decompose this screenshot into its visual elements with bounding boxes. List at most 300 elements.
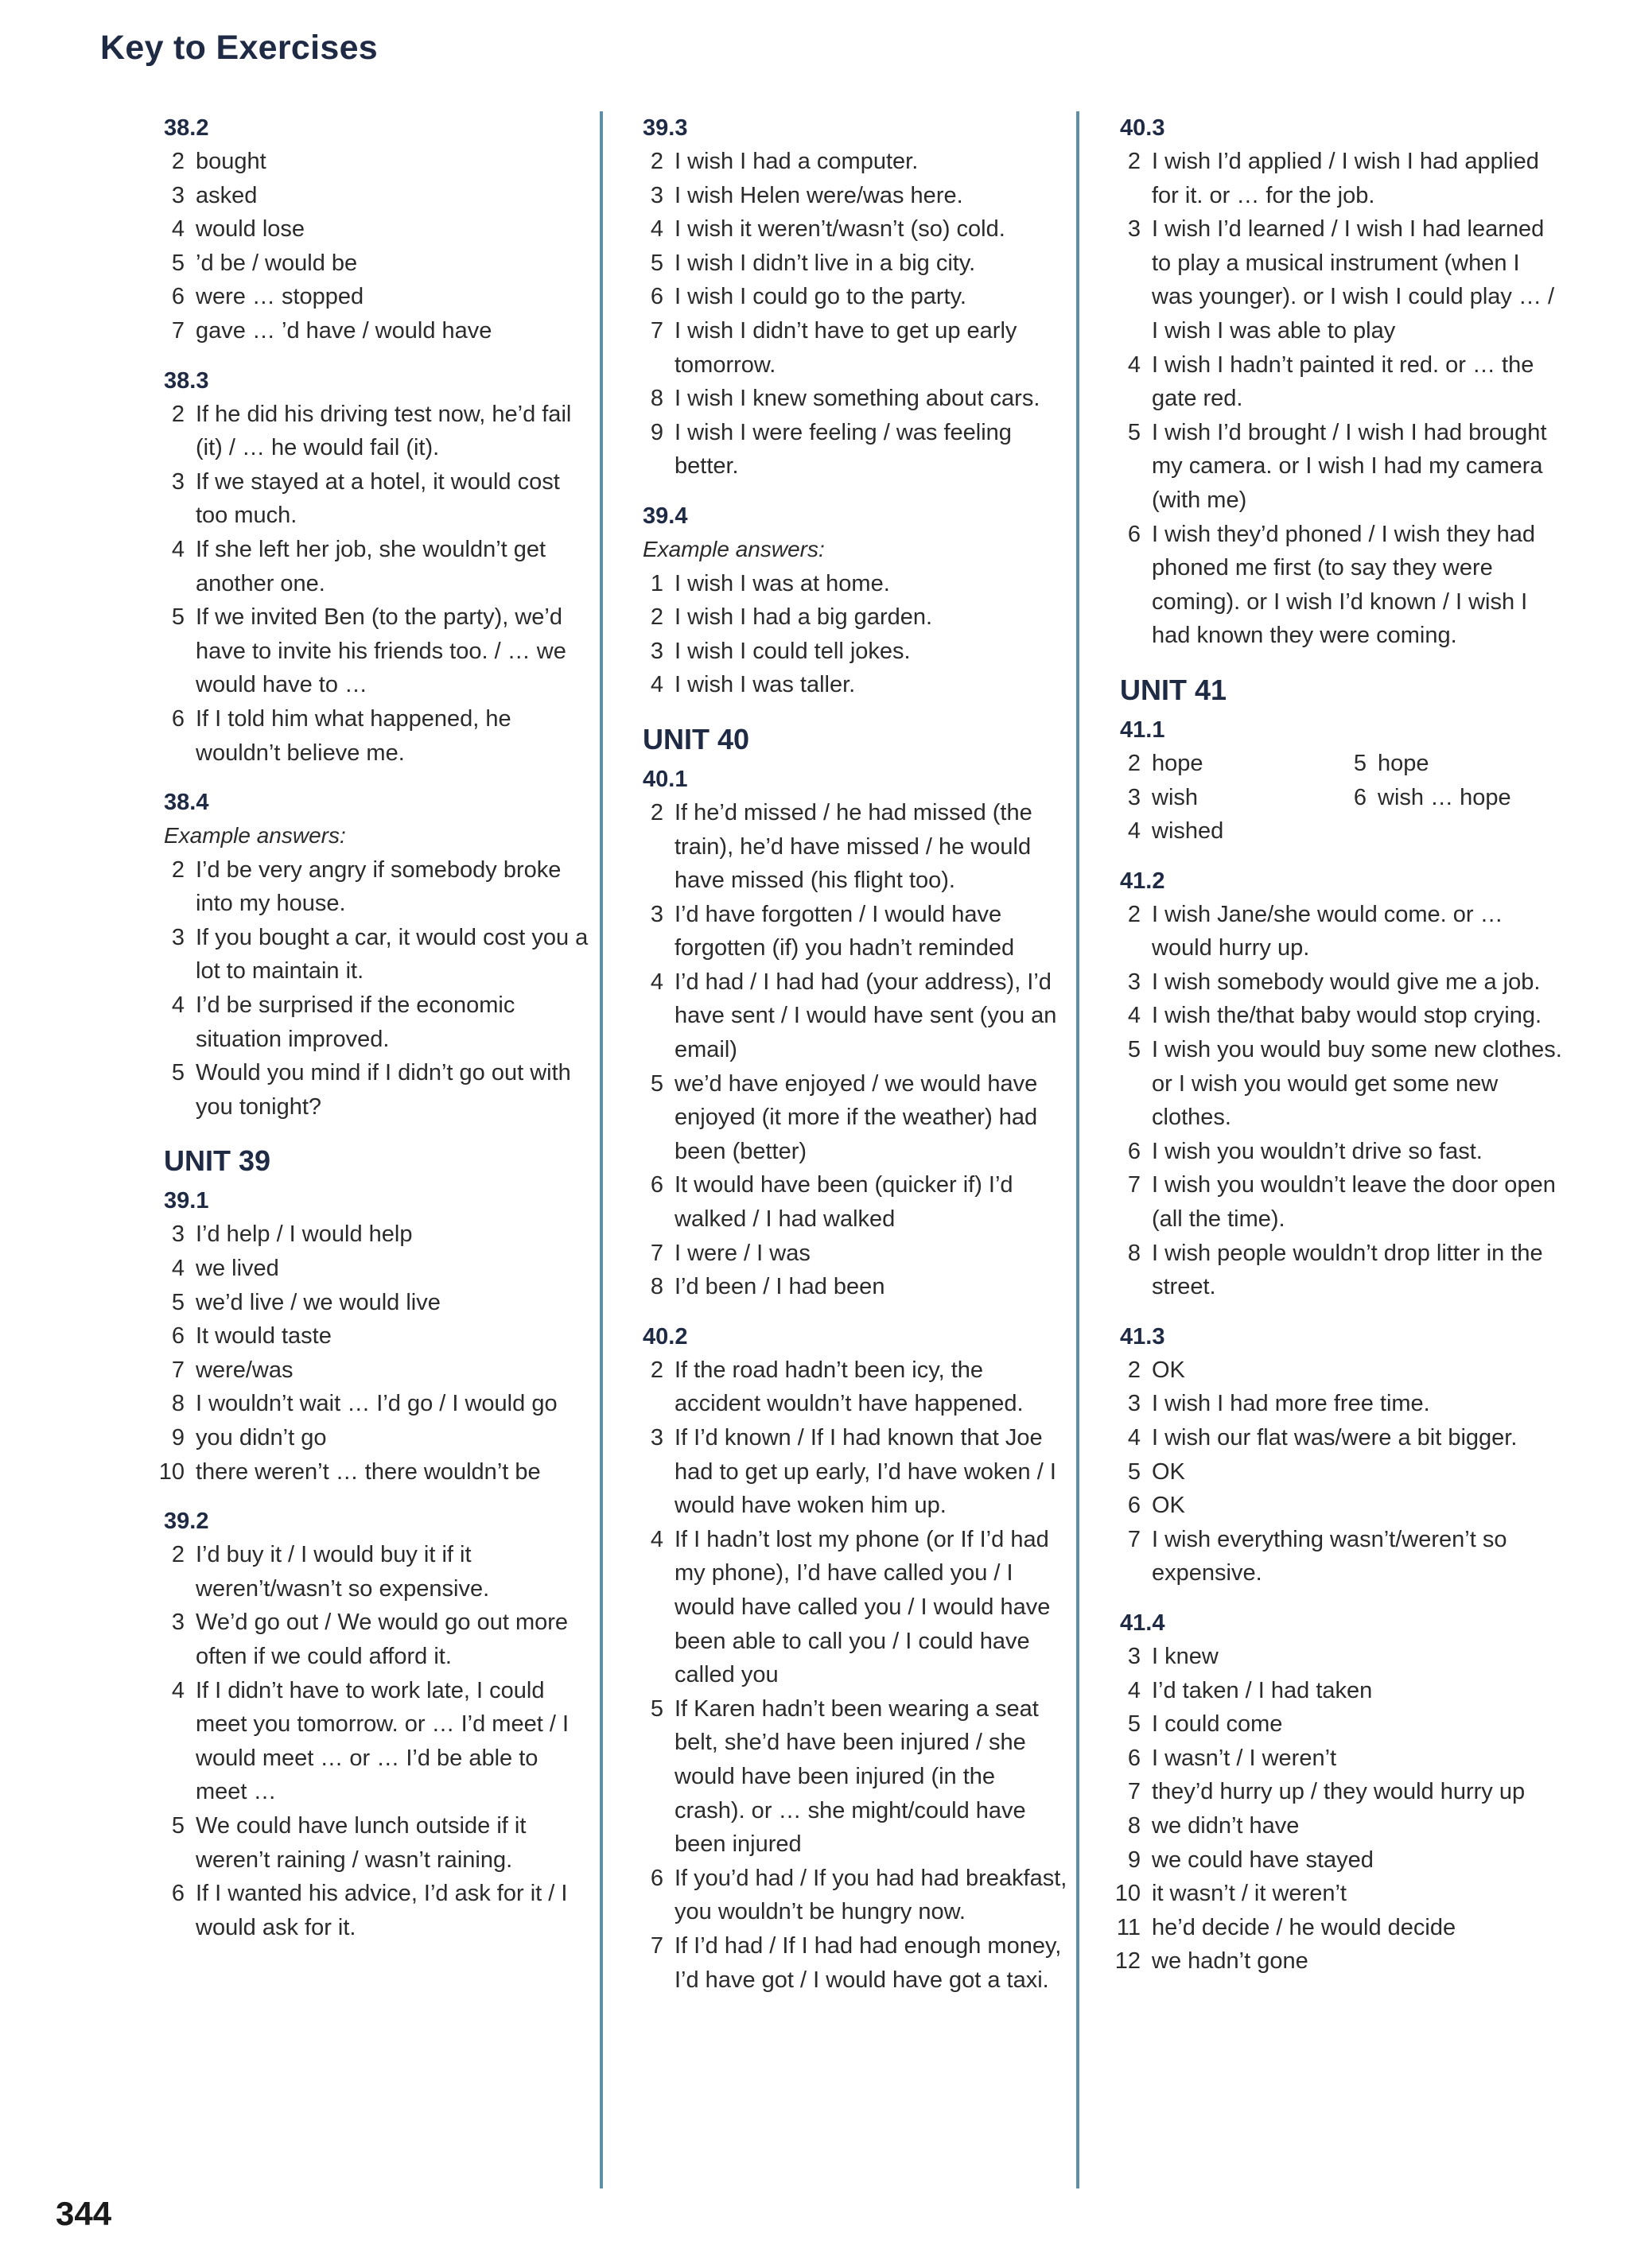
answer-item [164, 1538, 593, 1606]
answer-number: 4 [171, 536, 185, 562]
answer-item [164, 1421, 593, 1455]
answer-text: I wish I had a computer. [675, 149, 919, 174]
answer-text: I’d been / I had been [675, 1274, 885, 1300]
answer-number: 2 [1127, 901, 1141, 927]
exercise-title: 41.1 [1120, 717, 1165, 743]
exercise-41-2 [1120, 864, 1565, 1304]
answer-text: I wish I could tell jokes. [675, 638, 911, 664]
answer-text: I’d taken / I had taken [1152, 1677, 1373, 1703]
answer-number: 5 [1127, 419, 1141, 445]
answer-item [643, 898, 1068, 965]
answer-text: wished [1152, 818, 1224, 845]
answer-text: you didn’t go [196, 1425, 327, 1451]
answer-number: 4 [650, 1526, 663, 1552]
answer-text: we’d live / we would live [196, 1289, 441, 1315]
answer-item [1346, 747, 1553, 781]
answer-text: I wish I knew something about cars. [675, 386, 1040, 412]
answer-number: 2 [171, 149, 185, 174]
answer-item [1120, 1742, 1565, 1776]
answer-number: 3 [650, 901, 663, 927]
answer-item [643, 416, 1068, 484]
answer-item [643, 212, 1068, 247]
answer-number: 5 [1127, 1037, 1141, 1063]
answer-text: If I wanted his advice, I’d ask for it / I would ask for it. [196, 1881, 568, 1940]
answer-item [164, 1809, 593, 1877]
answer-item [643, 247, 1068, 281]
answer-item [1120, 1707, 1565, 1742]
answer-text: If I didn’t have to work late, I could meet you tomorrow. or … I’d meet / I would meet … or … I’d be able to meet … [196, 1677, 569, 1805]
answer-number: 2 [650, 799, 663, 825]
answer-text: If we invited Ben (to the party), we’d have to invite his friends too. / … we would have to … [196, 604, 566, 698]
answer-number: 3 [650, 638, 663, 664]
answer-text: I wish you wouldn’t leave the door open (all the time). [1152, 1172, 1556, 1233]
answer-item [164, 247, 593, 281]
answer-number: 3 [171, 924, 185, 950]
exercise-41-4 [1114, 1606, 1565, 1979]
exercise-title: 40.2 [643, 1323, 688, 1350]
column-1 [158, 111, 593, 1960]
answer-number: 2 [1127, 750, 1141, 776]
answer-item [643, 145, 1068, 179]
answer-list [643, 567, 1068, 702]
answer-item [1120, 1455, 1565, 1489]
answer-item [164, 465, 593, 533]
answer-number: 8 [171, 1391, 185, 1417]
answer-text: I’d have forgotten / I would have forgotten (if) you hadn’t reminded [675, 901, 1015, 961]
answer-text: We could have lunch outside if it weren’t raining / wasn’t raining. [196, 1812, 527, 1873]
answer-item [643, 965, 1068, 1067]
answer-number: 6 [171, 1323, 185, 1350]
answer-item [643, 1421, 1068, 1523]
answer-number: 6 [1353, 784, 1367, 810]
answer-text: I wish you wouldn’t drive so fast. [1152, 1138, 1483, 1164]
answer-text: they’d hurry up / they would hurry up [1152, 1779, 1526, 1805]
answer-text: were/was [196, 1357, 294, 1383]
answer-number: 3 [1127, 1391, 1141, 1417]
exercise-41-1 [1120, 713, 1565, 849]
answer-item [1120, 814, 1346, 849]
answer-text: I wish the/that baby would stop crying. [1152, 1003, 1542, 1029]
answer-list [643, 796, 1068, 1304]
answer-number: 2 [650, 604, 663, 631]
answer-number: 6 [650, 284, 663, 310]
answer-list [164, 145, 593, 348]
answer-item [1120, 1843, 1565, 1878]
answer-text: we didn’t have [1152, 1812, 1300, 1839]
answer-item [643, 314, 1068, 382]
answer-list [1120, 145, 1565, 653]
answer-item [643, 635, 1068, 669]
answer-text: Would you mind if I didn’t go out with you tonight? [196, 1060, 571, 1120]
example-answers-note: Example answers: [164, 823, 346, 849]
answer-number: 2 [171, 401, 185, 427]
exercise-title: 40.3 [1120, 115, 1165, 141]
answer-number: 12 [1114, 1948, 1141, 1975]
answer-number: 5 [1127, 1458, 1141, 1485]
answer-text: I wish they’d phoned / I wish they had phoned me first (to say they were coming). or I wish I’d known / I wish I had known they were coming. [1152, 521, 1536, 649]
answer-item [164, 314, 593, 348]
answer-text: It would taste [196, 1323, 332, 1350]
answer-item [1120, 212, 1565, 348]
answer-list [164, 398, 593, 771]
exercise-title: 38.2 [164, 115, 209, 141]
answer-text: asked [196, 182, 258, 208]
answer-text: If she left her job, she wouldn’t get another one. [196, 536, 546, 596]
answer-number: 8 [1127, 1812, 1141, 1839]
exercise-41-3 [1120, 1320, 1565, 1590]
answer-item [643, 1270, 1068, 1304]
answer-item [164, 1286, 593, 1320]
answer-item [643, 382, 1068, 416]
answer-item [164, 1353, 593, 1388]
answer-item [1114, 1877, 1565, 1911]
exercise-39-3 [643, 111, 1068, 484]
answer-number: 6 [1127, 1138, 1141, 1164]
answer-text: I wish I hadn’t painted it red. or … the gate red. [1152, 351, 1534, 412]
answer-item [1120, 1033, 1565, 1135]
answer-text: I wish I were feeling / was feeling better. [675, 419, 1012, 480]
exercise-title: 40.1 [643, 766, 688, 792]
answer-list [164, 853, 593, 1124]
answer-item [643, 600, 1068, 635]
answer-number: 3 [171, 182, 185, 208]
column-2 [643, 111, 1068, 2013]
answer-item [164, 702, 593, 770]
answer-text: I wish Jane/she would come. or … would hurry up. [1152, 901, 1503, 961]
answer-number: 7 [1127, 1779, 1141, 1805]
answer-number: 6 [1127, 521, 1141, 547]
answer-item [164, 1319, 593, 1353]
answer-item [1120, 1674, 1565, 1708]
answer-item [1120, 1640, 1565, 1674]
answer-number: 4 [650, 672, 663, 698]
exercise-39-1 [158, 1184, 593, 1489]
answer-number: 1 [650, 570, 663, 596]
answer-number: 9 [171, 1425, 185, 1451]
answer-number: 5 [171, 1812, 185, 1839]
answer-text: were … stopped [196, 284, 364, 310]
answer-text: we could have stayed [1152, 1847, 1374, 1873]
exercise-title: 39.2 [164, 1509, 209, 1535]
exercise-39-2 [164, 1505, 593, 1944]
answer-text: hope [1152, 750, 1203, 776]
answer-number: 5 [171, 1289, 185, 1315]
answer-number: 8 [650, 386, 663, 412]
answer-text: I’d buy it / I would buy it if it weren’t/wasn’t so expensive. [196, 1542, 490, 1602]
column-divider [1076, 111, 1079, 2188]
answer-text: OK [1152, 1458, 1185, 1485]
answer-number: 2 [1127, 1357, 1141, 1383]
answer-item [643, 796, 1068, 898]
answer-list [1120, 898, 1565, 1304]
answer-number: 6 [650, 1865, 663, 1891]
answer-number: 4 [171, 1256, 185, 1282]
answer-number: 8 [650, 1274, 663, 1300]
column-3 [1114, 111, 1565, 1994]
answer-text: he’d decide / he would decide [1152, 1914, 1456, 1940]
answer-number: 7 [1127, 1172, 1141, 1198]
answer-item [643, 1353, 1068, 1421]
answer-text: I’d help / I would help [196, 1221, 413, 1248]
column-divider [600, 111, 603, 2188]
exercise-38-4 [164, 786, 593, 1124]
answer-list [158, 1217, 593, 1489]
answer-number: 6 [1127, 1493, 1141, 1519]
answer-text: If you’d had / If you had had breakfast, you wouldn’t be hungry now. [675, 1865, 1067, 1925]
answer-item [643, 179, 1068, 213]
answer-text: I wish I was taller. [675, 672, 856, 698]
answer-text: there weren’t … there wouldn’t be [196, 1458, 541, 1485]
answer-text: hope [1378, 750, 1429, 776]
answer-item [164, 1056, 593, 1124]
answer-item [164, 988, 593, 1056]
example-answers-note: Example answers: [643, 536, 825, 561]
answer-item [1120, 348, 1565, 416]
answer-number: 5 [171, 1060, 185, 1086]
answer-item [164, 398, 593, 465]
answer-number: 7 [171, 317, 185, 344]
answer-number: 11 [1116, 1914, 1141, 1940]
answer-item [164, 853, 593, 921]
exercise-title: 41.2 [1120, 868, 1165, 894]
exercise-title: 38.4 [164, 790, 209, 816]
answer-text: I wish I’d applied / I wish I had applied for it. or … for the job. [1152, 149, 1539, 208]
answer-text: I wouldn’t wait … I’d go / I would go [196, 1391, 558, 1417]
exercise-title: 39.3 [643, 115, 688, 141]
answer-item [1120, 1135, 1565, 1169]
answer-item [643, 1523, 1068, 1692]
exercise-38-2 [164, 111, 593, 348]
answer-text: I wish it weren’t/wasn’t (so) cold. [675, 216, 1005, 243]
answer-number: 5 [1353, 750, 1367, 776]
answer-item [164, 600, 593, 702]
answer-item [1120, 416, 1565, 518]
answer-number: 7 [650, 1240, 663, 1266]
unit-heading: UNIT 39 [164, 1144, 271, 1178]
answer-text: we lived [196, 1256, 279, 1282]
answer-number: 10 [1114, 1881, 1141, 1907]
answer-text: OK [1152, 1357, 1185, 1383]
answer-item [164, 1252, 593, 1286]
answer-list [1120, 747, 1565, 849]
answer-list [643, 1353, 1068, 1997]
answer-item [1120, 518, 1565, 653]
page-number: 344 [56, 2195, 112, 2232]
exercise-title: 39.4 [643, 503, 688, 529]
answer-text: We’d go out / We would go out more often if we could afford it. [196, 1610, 569, 1669]
answer-number: 6 [650, 1172, 663, 1198]
answer-item [164, 1217, 593, 1252]
answer-number: 7 [650, 1932, 663, 1959]
answer-list [1114, 1640, 1565, 1979]
answer-number: 3 [1127, 1643, 1141, 1669]
answer-item [164, 1387, 593, 1421]
answer-text: would lose [196, 216, 305, 243]
answer-text: If he did his driving test now, he’d fail (it) / … he would fail (it). [196, 401, 572, 461]
answer-text: I wish somebody would give me a job. [1152, 969, 1541, 995]
answer-item [1120, 1353, 1565, 1388]
answer-number: 5 [171, 250, 185, 276]
answer-item [164, 1674, 593, 1809]
answer-item [643, 1237, 1068, 1271]
answer-number: 9 [650, 419, 663, 445]
answer-text: I wish I’d brought / I wish I had brought my camera. or I wish I had my camera (with me) [1152, 419, 1547, 513]
answer-text: If I’d had / If I had had enough money, I’d have got / I would have got a taxi. [675, 1932, 1062, 1993]
answer-text: If you bought a car, it would cost you a lot to maintain it. [196, 924, 589, 984]
answer-text: gave … ’d have / would have [196, 317, 492, 344]
answer-list [1120, 1353, 1565, 1590]
answer-item [158, 1455, 593, 1489]
answer-number: 4 [1127, 1003, 1141, 1029]
answer-number: 8 [1127, 1240, 1141, 1266]
answer-item [643, 668, 1068, 702]
answer-number: 4 [1127, 818, 1141, 845]
answer-item [1120, 1809, 1565, 1843]
answer-text: we hadn’t gone [1152, 1948, 1308, 1975]
exercise-title: 39.1 [164, 1188, 209, 1214]
answer-number: 4 [1127, 351, 1141, 378]
exercise-39-4 [643, 499, 1068, 702]
answer-item [1120, 898, 1565, 965]
exercise-title: 41.3 [1120, 1323, 1165, 1350]
answer-item [1120, 999, 1565, 1033]
answer-number: 6 [1127, 1745, 1141, 1771]
answer-item [164, 533, 593, 600]
answer-text: I’d be very angry if somebody broke into my house. [196, 856, 562, 917]
exercise-title: 38.3 [164, 367, 209, 394]
answer-number: 7 [1127, 1526, 1141, 1552]
answer-number: 7 [650, 317, 663, 344]
answer-number: 3 [1127, 216, 1141, 243]
answer-text: If Karen hadn’t been wearing a seat belt, she’d have been injured / she would have been injured (in the crash). or … she might/could have been injured [675, 1695, 1039, 1858]
answer-number: 5 [171, 604, 185, 631]
answer-text: I wasn’t / I weren’t [1152, 1745, 1337, 1771]
answer-item [1120, 145, 1565, 212]
answer-item [164, 280, 593, 314]
answer-number: 4 [650, 969, 663, 995]
answer-number: 4 [650, 216, 663, 243]
answer-text: I wish I didn’t live in a big city. [675, 250, 976, 276]
answer-item [1120, 1387, 1565, 1421]
answer-number: 6 [171, 705, 185, 732]
answer-number: 7 [171, 1357, 185, 1383]
answer-number: 2 [650, 1357, 663, 1383]
answer-item [643, 1929, 1068, 1997]
answer-number: 3 [1127, 969, 1141, 995]
answer-item [164, 179, 593, 213]
unit-heading: UNIT 41 [1120, 673, 1227, 706]
answer-number: 3 [171, 468, 185, 495]
answer-item [643, 280, 1068, 314]
answer-item [1120, 781, 1346, 815]
answer-text: wish … hope [1378, 784, 1511, 810]
answer-text: If I’d known / If I had known that Joe had to get up early, I’d have woken / I would have woken him up. [675, 1425, 1056, 1519]
answer-item [643, 1692, 1068, 1862]
answer-text: It would have been (quicker if) I’d walked / I had walked [675, 1172, 1013, 1233]
answer-item [1120, 1489, 1565, 1523]
answer-text: wish [1152, 784, 1199, 810]
answer-number: 4 [171, 1677, 185, 1703]
answer-item [1120, 747, 1346, 781]
answer-item [1120, 1237, 1565, 1304]
answer-text: If he’d missed / he had missed (the train), he’d have missed / he would have missed (his flight too). [675, 799, 1032, 894]
answer-text: we’d have enjoyed / we would have enjoyed (it more if the weather) had been (better) [675, 1070, 1038, 1164]
answer-text: I’d be surprised if the economic situation improved. [196, 992, 515, 1052]
exercise-38-3 [164, 364, 593, 771]
answer-item [164, 212, 593, 247]
answer-item [643, 1067, 1068, 1169]
exercise-40-2 [643, 1320, 1068, 1997]
answer-item [1116, 1911, 1565, 1945]
answer-item [1114, 1944, 1565, 1979]
page-title: Key to Exercises [100, 29, 379, 67]
answer-text: I could come [1152, 1711, 1283, 1738]
answer-item [164, 1606, 593, 1673]
answer-item [1120, 1523, 1565, 1590]
answer-number: 4 [1127, 1677, 1141, 1703]
answer-number: 5 [650, 250, 663, 276]
answer-text: I’d had / I had had (your address), I’d have sent / I would have sent (you an email) [675, 969, 1057, 1063]
answer-item [643, 1168, 1068, 1236]
answer-number: 2 [171, 856, 185, 883]
answer-text: bought [196, 149, 266, 174]
answer-item [1120, 1421, 1565, 1455]
answer-text: I wish people wouldn’t drop litter in the street. [1152, 1240, 1543, 1300]
answer-number: 4 [171, 992, 185, 1019]
answer-item [164, 1877, 593, 1944]
answer-text: I wish I had a big garden. [675, 604, 933, 631]
unit-heading: UNIT 40 [643, 722, 750, 755]
answer-text: I wish I could go to the party. [675, 284, 966, 310]
answer-text: ’d be / would be [196, 250, 358, 276]
answer-item [1346, 781, 1553, 815]
exercise-40-3 [1120, 111, 1565, 653]
answer-number: 3 [1127, 784, 1141, 810]
answer-item [643, 567, 1068, 601]
answer-text: If I hadn’t lost my phone (or If I’d had my phone), I’d have called you / I would have called you / I would have been able to call you / I could have called you [675, 1526, 1051, 1688]
answer-text: I wish I’d learned / I wish I had learned to play a musical instrument (when I was younger). or I wish I could play … / I wish I was able to play [1152, 216, 1555, 344]
answer-text: I wish our flat was/were a bit bigger. [1152, 1425, 1518, 1451]
answer-item [164, 145, 593, 179]
answer-number: 3 [171, 1221, 185, 1248]
answer-number: 3 [650, 1425, 663, 1451]
answer-number: 3 [650, 182, 663, 208]
answer-text: I wish everything wasn’t/weren’t so expensive. [1152, 1526, 1507, 1586]
answer-text: If the road hadn’t been icy, the accident wouldn’t have happened. [675, 1357, 1024, 1417]
answer-number: 2 [650, 149, 663, 174]
answer-list [164, 1538, 593, 1944]
answer-text: I wish I didn’t have to get up early tomorrow. [675, 317, 1017, 378]
answer-list [643, 145, 1068, 484]
answer-text: I were / I was [675, 1240, 811, 1266]
answer-number: 6 [171, 284, 185, 310]
answer-item [164, 921, 593, 988]
answer-text: If I told him what happened, he wouldn’t believe me. [196, 705, 511, 766]
answer-text: If we stayed at a hotel, it would cost too much. [196, 468, 560, 529]
answer-number: 4 [1127, 1425, 1141, 1451]
answer-text: I wish I had more free time. [1152, 1391, 1430, 1417]
exercise-title: 41.4 [1120, 1610, 1165, 1636]
answer-number: 10 [158, 1458, 185, 1485]
answer-number: 2 [171, 1542, 185, 1568]
answer-number: 3 [171, 1610, 185, 1636]
answer-number: 6 [171, 1881, 185, 1907]
exercise-40-1 [643, 763, 1068, 1304]
answer-number: 5 [1127, 1711, 1141, 1738]
answer-item [1120, 1168, 1565, 1236]
answer-number: 4 [171, 216, 185, 243]
answer-text: I knew [1152, 1643, 1219, 1669]
